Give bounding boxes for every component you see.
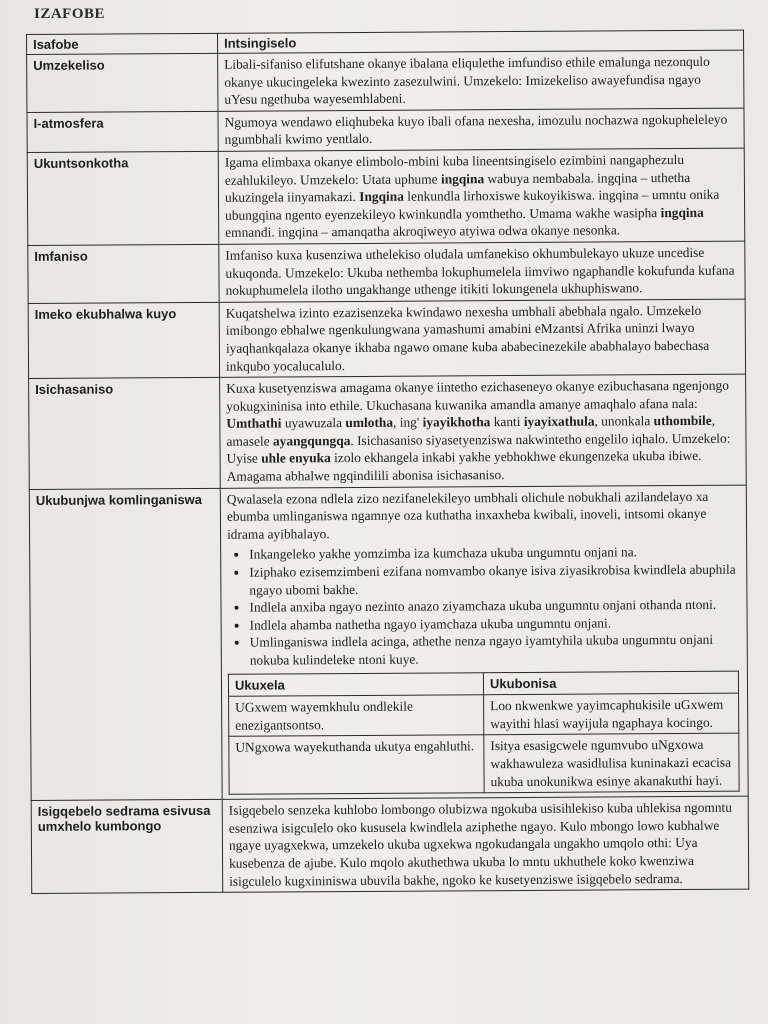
showing-cell: Loo nkwenkwe yayimcaphukisile uGxwem wayithi hlasi wayijula ngaphaya kocingo. <box>484 693 739 735</box>
definition-text: , ing' <box>392 414 423 431</box>
definition-cell: Libali-sifaniso elifutshane okanye ibalana eliqulethe imfundiso ethile emalunga nezonqulo okanye ukucingeleka kwezinto zasezulwini. Umzekelo: Imizekeliso awayefundisa ngayo uYesu ngethuba wayesemhlabeni. <box>218 50 744 111</box>
telling-cell: UGxwem wayemkhulu ondlekile enezigantsontso. <box>229 695 484 737</box>
table-row <box>27 148 745 245</box>
inner-header-showing: Ukubonisa <box>483 671 738 695</box>
bold-example-word: ingqina <box>440 170 485 187</box>
definition-cell <box>220 374 747 488</box>
definition-text: lenkundla lirhoxiswe kukoyikiswa. ingqina – umntu onika ubungqina ngento eyenzekileyo kwinkundla yomthetho. Umama wakhe wasipha <box>225 186 720 223</box>
definition-text: Igama elimbaxa okanye elimbolo-mbini kuba lineentsingiselo ezimbini nangaphezulu ezahlukileyo. Umzekelo: Utata uphume <box>224 151 685 188</box>
header-meaning: Intsingiselo <box>217 30 743 53</box>
bold-example-word: uthombile <box>653 413 712 429</box>
table-row <box>29 485 748 801</box>
bold-example-word: umlotha <box>345 415 394 431</box>
definition-text: izolo ekhangela inkabi yakhe yebhokhwe ekungenzeka ukuba ibiwe. Amagama abhalwe ngqindilili abonisa isichasaniso. <box>226 448 702 484</box>
table-row <box>28 241 745 303</box>
list-item: • Indlela anxiba ngayo nezinto anazo ziyamchaza ukuba ungumntu onjani othanda ntoni. <box>249 596 738 617</box>
table-row <box>31 796 749 893</box>
term-cell: Ukubunjwa komlinganiswa <box>29 488 222 801</box>
definition-text: . Isichasaniso siyasetyenziswa nakwintetho engelilo iqhalo. Umzekelo: Uyise <box>226 430 731 467</box>
table-row <box>28 299 745 379</box>
term-cell: Imfaniso <box>28 244 219 303</box>
definition-cell <box>218 148 745 244</box>
definition-text: , unonkala <box>594 413 654 429</box>
definition-text: emnandi. ingqina – amanqatha akroqiweyo atyiwa odwa okanye nesonka. <box>225 222 621 241</box>
bold-example-word: iyayikhotha <box>422 414 491 430</box>
table-row <box>27 50 744 112</box>
definition-intro: Qwalasela ezona ndlela zizo nezifanelekileyo umbhali olichule nobukhali azilandelayo xa ebumba umlinganiswa ngamnye oza kuthatha inxaxheba kwibali, inoveli, intsomi okanye idrama ayibhalayo. <box>226 488 709 542</box>
table-row <box>27 108 744 153</box>
bold-example-word: ingqina <box>660 204 704 220</box>
term-cell: Ukuntsonkotha <box>27 151 219 245</box>
list-item: • Iziphako ezisemzimbeni ezifana nomvambo okanye isiva ziyasikrobisa kwindlela abuphila ngayo ubomi bakhe. <box>249 561 738 599</box>
term-cell: Umzekeliso <box>27 53 218 112</box>
bold-example-word: uhle enyuka <box>261 450 331 467</box>
definition-text: , amasele <box>226 413 716 449</box>
definition-cell <box>220 485 748 800</box>
term-cell: Isichasaniso <box>29 377 221 489</box>
list-item: • Indlela ahamba nathetha ngayo iyamchaza ukuba ungumntu onjani. <box>250 613 739 634</box>
definition-cell: Isigqebelo senzeka kuhlobo lombongo olubizwa ngokuba usisihlekiso kuba uhlekisa ngomntu esenziwa isigculelo oko kususela kwindlela aziphethe ngayo. Kulo mbongo lowo kubhalwe ngaye uyagxekwa, umzekelo ukuba ugxekwa ngokudangala ungakho umqolo othi: Uya kusebenza de ajube. Kulo mqolo akuthethwa ukuba lo mntu ukhuthele koko kwenziwa isigculelo kugxininiswa ubuvila bakhe, ngoko ke kusetyenziswe isigqebelo sedrama. <box>222 796 749 892</box>
definition-cell: Imfaniso kuxa kusenziwa uthelekiso oludala umfanekiso okhumbulekayo ukuze uncedise ukuqonda. Umzekelo: Ukuba nethemba lokuphumelela iimviwo ngaphandle kokufunda kufana nokuphumelela ilotho ungakhange uthenge itikiti lokungenela ukhuphiswano. <box>219 241 745 302</box>
definition-text: uyawuzala <box>281 415 346 431</box>
list-item: • Inkangeleko yakhe yomzimba iza kumchaza ukuba ungumntu onjani na. <box>249 543 738 564</box>
inner-header-telling: Ukuxela <box>228 672 483 696</box>
showing-cell: Isitya esasigcwele ngumvubo uNgxowa wakhawuleza wasidlulisa kuninakazi ecacisa ukuba unokunikwa esinye akanakuthi hayi. <box>484 734 739 793</box>
term-cell: I-atmosfera <box>27 111 218 152</box>
bullet-list <box>227 543 739 669</box>
bold-example-word: ayangqungqa <box>272 432 351 449</box>
bold-example-word: Umthathi <box>226 415 282 432</box>
document-title: IZAFOBE <box>34 6 106 22</box>
tell-show-table <box>228 670 740 795</box>
definition-text: wabuya nembabala. ingqina – uthetha ukuzingela iinyamakazi. <box>224 169 691 205</box>
table-row <box>29 374 747 489</box>
definition-text: kanti <box>490 414 524 430</box>
term-cell: Imeko ekubhalwa kuyo <box>28 302 219 379</box>
definition-text: Kuxa kusetyenziswa amagama okanye iintetho ezichaseneyo okanye ezibuchasana ngenjongo yokugxininisa into ethile. Ukuchasana kuwanika amandla amanye amaqhalo afana nala: <box>226 377 729 414</box>
bold-example-word: Ingqina <box>359 188 404 205</box>
list-item: • Umlinganiswa indlela acinga, athethe nenza ngayo iyamtyhila ukuba ungumntu onjani nokuba kulindeleke ntoni kuye. <box>250 631 739 669</box>
telling-cell: UNgxowa wayekuthanda ukutya engahluthi. <box>229 735 484 794</box>
header-term: Isafobe <box>27 33 218 54</box>
inner-table-row <box>229 734 739 795</box>
definition-cell: Ngumoya wendawo eliqhubeka kuyo ibali ofana nexesha, imozulu nochazwa ngokupheleleyo ngumbhali kwimo yentlalo. <box>218 108 744 151</box>
definition-cell: Kuqatshelwa izinto ezazisenzeka kwindawo nexesha umbhali abebhala ngalo. Umzekelo imibongo ebhalwe ngenkulungwana yamashumi amabini eMzantsi Afrika uninzi lwayo iyaqhankqalaza okanye ikhaba ngawo omane kuba ababecinezekile ababhalayo babechasa inkqubo yocalucalulo. <box>219 299 745 378</box>
inner-header-row <box>228 671 738 697</box>
glossary-table <box>26 30 749 894</box>
term-cell: Isigqebelo sedrama esivusa umxhelo kumbongo <box>31 799 223 893</box>
inner-table-row <box>229 693 739 736</box>
bold-example-word: iyayixathula <box>523 413 595 430</box>
